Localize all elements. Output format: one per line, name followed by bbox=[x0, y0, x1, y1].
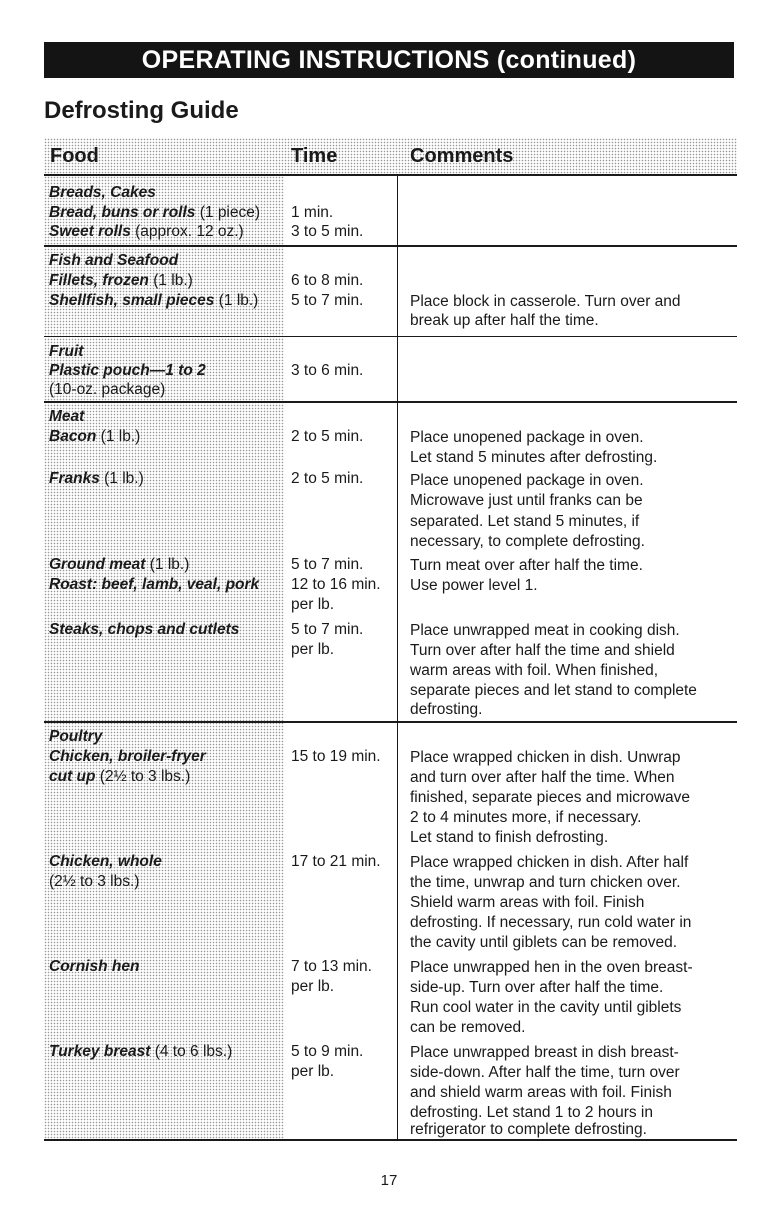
food-item bbox=[49, 555, 189, 574]
food-item bbox=[49, 271, 193, 290]
food-quantity: (10-oz. package) bbox=[49, 381, 166, 398]
food-quantity: (1 lb.) bbox=[99, 470, 144, 487]
comment-line: Run cool water in the cavity until giblets bbox=[410, 999, 682, 1016]
page-number: 17 bbox=[380, 1172, 398, 1189]
food-quantity: (2½ to 3 lbs.) bbox=[49, 873, 140, 890]
comment-line: Place unopened package in oven. bbox=[410, 472, 644, 489]
food-quantity: (1 piece) bbox=[195, 204, 261, 221]
section-divider bbox=[44, 336, 737, 337]
time-value: 5 to 7 min. bbox=[291, 292, 364, 309]
table-header bbox=[44, 138, 737, 176]
time-value: 2 to 5 min. bbox=[291, 470, 364, 487]
comment-line: and shield warm areas with foil. Finish bbox=[410, 1084, 672, 1101]
comment-line: can be removed. bbox=[410, 1019, 526, 1036]
category-label: Fruit bbox=[49, 343, 84, 360]
comment-line: side-up. Turn over after half the time. bbox=[410, 979, 664, 996]
comment-line: Let stand to finish defrosting. bbox=[410, 829, 609, 846]
food-name: Franks bbox=[49, 470, 100, 487]
comment-line: refrigerator to complete defrosting. bbox=[410, 1121, 647, 1138]
time-value: 15 to 19 min. bbox=[291, 748, 381, 765]
section-banner: OPERATING INSTRUCTIONS (continued) bbox=[44, 42, 734, 78]
food-quantity: (1 lb.) bbox=[145, 556, 190, 573]
column-divider bbox=[397, 176, 398, 1140]
table-bottom-rule bbox=[44, 1139, 737, 1141]
comment-line: Let stand 5 minutes after defrosting. bbox=[410, 449, 658, 466]
comment-line: separate pieces and let stand to complete bbox=[410, 682, 697, 699]
food-item bbox=[49, 203, 260, 222]
food-name: Bacon bbox=[49, 428, 97, 445]
comment-line: the cavity until giblets can be removed. bbox=[410, 934, 678, 951]
comment-line: necessary, to complete defrosting. bbox=[410, 533, 645, 550]
time-value: 3 to 5 min. bbox=[291, 223, 364, 240]
time-value: per lb. bbox=[291, 978, 335, 995]
comment-line: Place wrapped chicken in dish. Unwrap bbox=[410, 749, 681, 766]
food-item bbox=[49, 291, 258, 310]
time-value: 6 to 8 min. bbox=[291, 272, 364, 289]
food-quantity: (1 lb.) bbox=[214, 292, 259, 309]
food-item bbox=[49, 427, 140, 446]
column-header-time: Time bbox=[291, 145, 338, 167]
page-title: Defrosting Guide bbox=[44, 97, 239, 124]
food-name-continued: cut up bbox=[49, 768, 96, 785]
comment-line: the time, unwrap and turn chicken over. bbox=[410, 874, 681, 891]
food-item bbox=[49, 222, 244, 241]
comment-line: Place unopened package in oven. bbox=[410, 429, 644, 446]
time-value: 17 to 21 min. bbox=[291, 853, 381, 870]
comment-line: Shield warm areas with foil. Finish bbox=[410, 894, 645, 911]
comment-line: separated. Let stand 5 minutes, if bbox=[410, 513, 640, 530]
food-quantity: (2½ to 3 lbs.) bbox=[95, 768, 191, 785]
food-name: Chicken, whole bbox=[49, 853, 162, 870]
food-name: Turkey breast bbox=[49, 1043, 151, 1060]
time-value: 12 to 16 min. bbox=[291, 576, 381, 593]
column-header-food: Food bbox=[50, 145, 99, 167]
food-item bbox=[49, 1042, 232, 1061]
time-value: per lb. bbox=[291, 596, 335, 613]
comment-line: defrosting. Let stand 1 to 2 hours in bbox=[410, 1104, 653, 1121]
category-label: Fish and Seafood bbox=[49, 252, 179, 269]
time-value: per lb. bbox=[291, 641, 335, 658]
comment-line: Place wrapped chicken in dish. After half bbox=[410, 854, 689, 871]
comment-line: Place unwrapped meat in cooking dish. bbox=[410, 622, 680, 639]
comment-line: and turn over after half the time. When bbox=[410, 769, 675, 786]
food-quantity: (approx. 12 oz.) bbox=[130, 223, 244, 240]
comment-line: Place unwrapped hen in the oven breast- bbox=[410, 959, 693, 976]
comment-line: Use power level 1. bbox=[410, 577, 538, 594]
comment-line: 2 to 4 minutes more, if necessary. bbox=[410, 809, 642, 826]
food-item bbox=[49, 469, 144, 488]
food-name: Sweet rolls bbox=[49, 223, 131, 240]
comment-line: Place block in casserole. Turn over and bbox=[410, 293, 681, 310]
food-quantity: (4 to 6 lbs.) bbox=[150, 1043, 233, 1060]
section-divider bbox=[44, 245, 737, 247]
category-label: Meat bbox=[49, 408, 85, 425]
food-name: Roast: beef, lamb, veal, pork bbox=[49, 576, 260, 593]
time-value: 1 min. bbox=[291, 204, 334, 221]
comment-line: defrosting. bbox=[410, 701, 483, 718]
food-quantity: (1 lb.) bbox=[148, 272, 193, 289]
category-label: Poultry bbox=[49, 728, 103, 745]
food-name: Fillets, frozen bbox=[49, 272, 149, 289]
time-value: per lb. bbox=[291, 1063, 335, 1080]
food-name: Ground meat bbox=[49, 556, 146, 573]
food-name: Shellfish, small pieces bbox=[49, 292, 215, 309]
food-name: Bread, buns or rolls bbox=[49, 204, 196, 221]
time-value: 7 to 13 min. bbox=[291, 958, 372, 975]
time-value: 5 to 7 min. bbox=[291, 556, 364, 573]
comment-line: finished, separate pieces and microwave bbox=[410, 789, 691, 806]
comment-line: side-down. After half the time, turn over bbox=[410, 1064, 680, 1081]
comment-line: Turn meat over after half the time. bbox=[410, 557, 643, 574]
time-value: 2 to 5 min. bbox=[291, 428, 364, 445]
comment-line: Turn over after half the time and shield bbox=[410, 642, 675, 659]
section-divider bbox=[44, 401, 737, 403]
food-column-shading bbox=[44, 176, 284, 1140]
column-header-comments: Comments bbox=[410, 145, 514, 167]
food-name: Steaks, chops and cutlets bbox=[49, 621, 240, 638]
food-name: Cornish hen bbox=[49, 958, 140, 975]
category-label: Breads, Cakes bbox=[49, 184, 156, 201]
food-quantity: (1 lb.) bbox=[96, 428, 141, 445]
time-value: 3 to 6 min. bbox=[291, 362, 364, 379]
food-name: Chicken, broiler-fryer bbox=[49, 748, 206, 765]
comment-line: defrosting. If necessary, run cold water in bbox=[410, 914, 692, 931]
comment-line: warm areas with foil. When finished, bbox=[410, 662, 659, 679]
comment-line: break up after half the time. bbox=[410, 312, 599, 329]
comment-line: Microwave just until franks can be bbox=[410, 492, 643, 509]
time-value: 5 to 7 min. bbox=[291, 621, 364, 638]
section-divider bbox=[44, 721, 737, 723]
food-item bbox=[49, 767, 190, 786]
comment-line: Place unwrapped breast in dish breast- bbox=[410, 1044, 679, 1061]
food-name: Plastic pouch—1 to 2 bbox=[49, 362, 206, 379]
time-value: 5 to 9 min. bbox=[291, 1043, 364, 1060]
